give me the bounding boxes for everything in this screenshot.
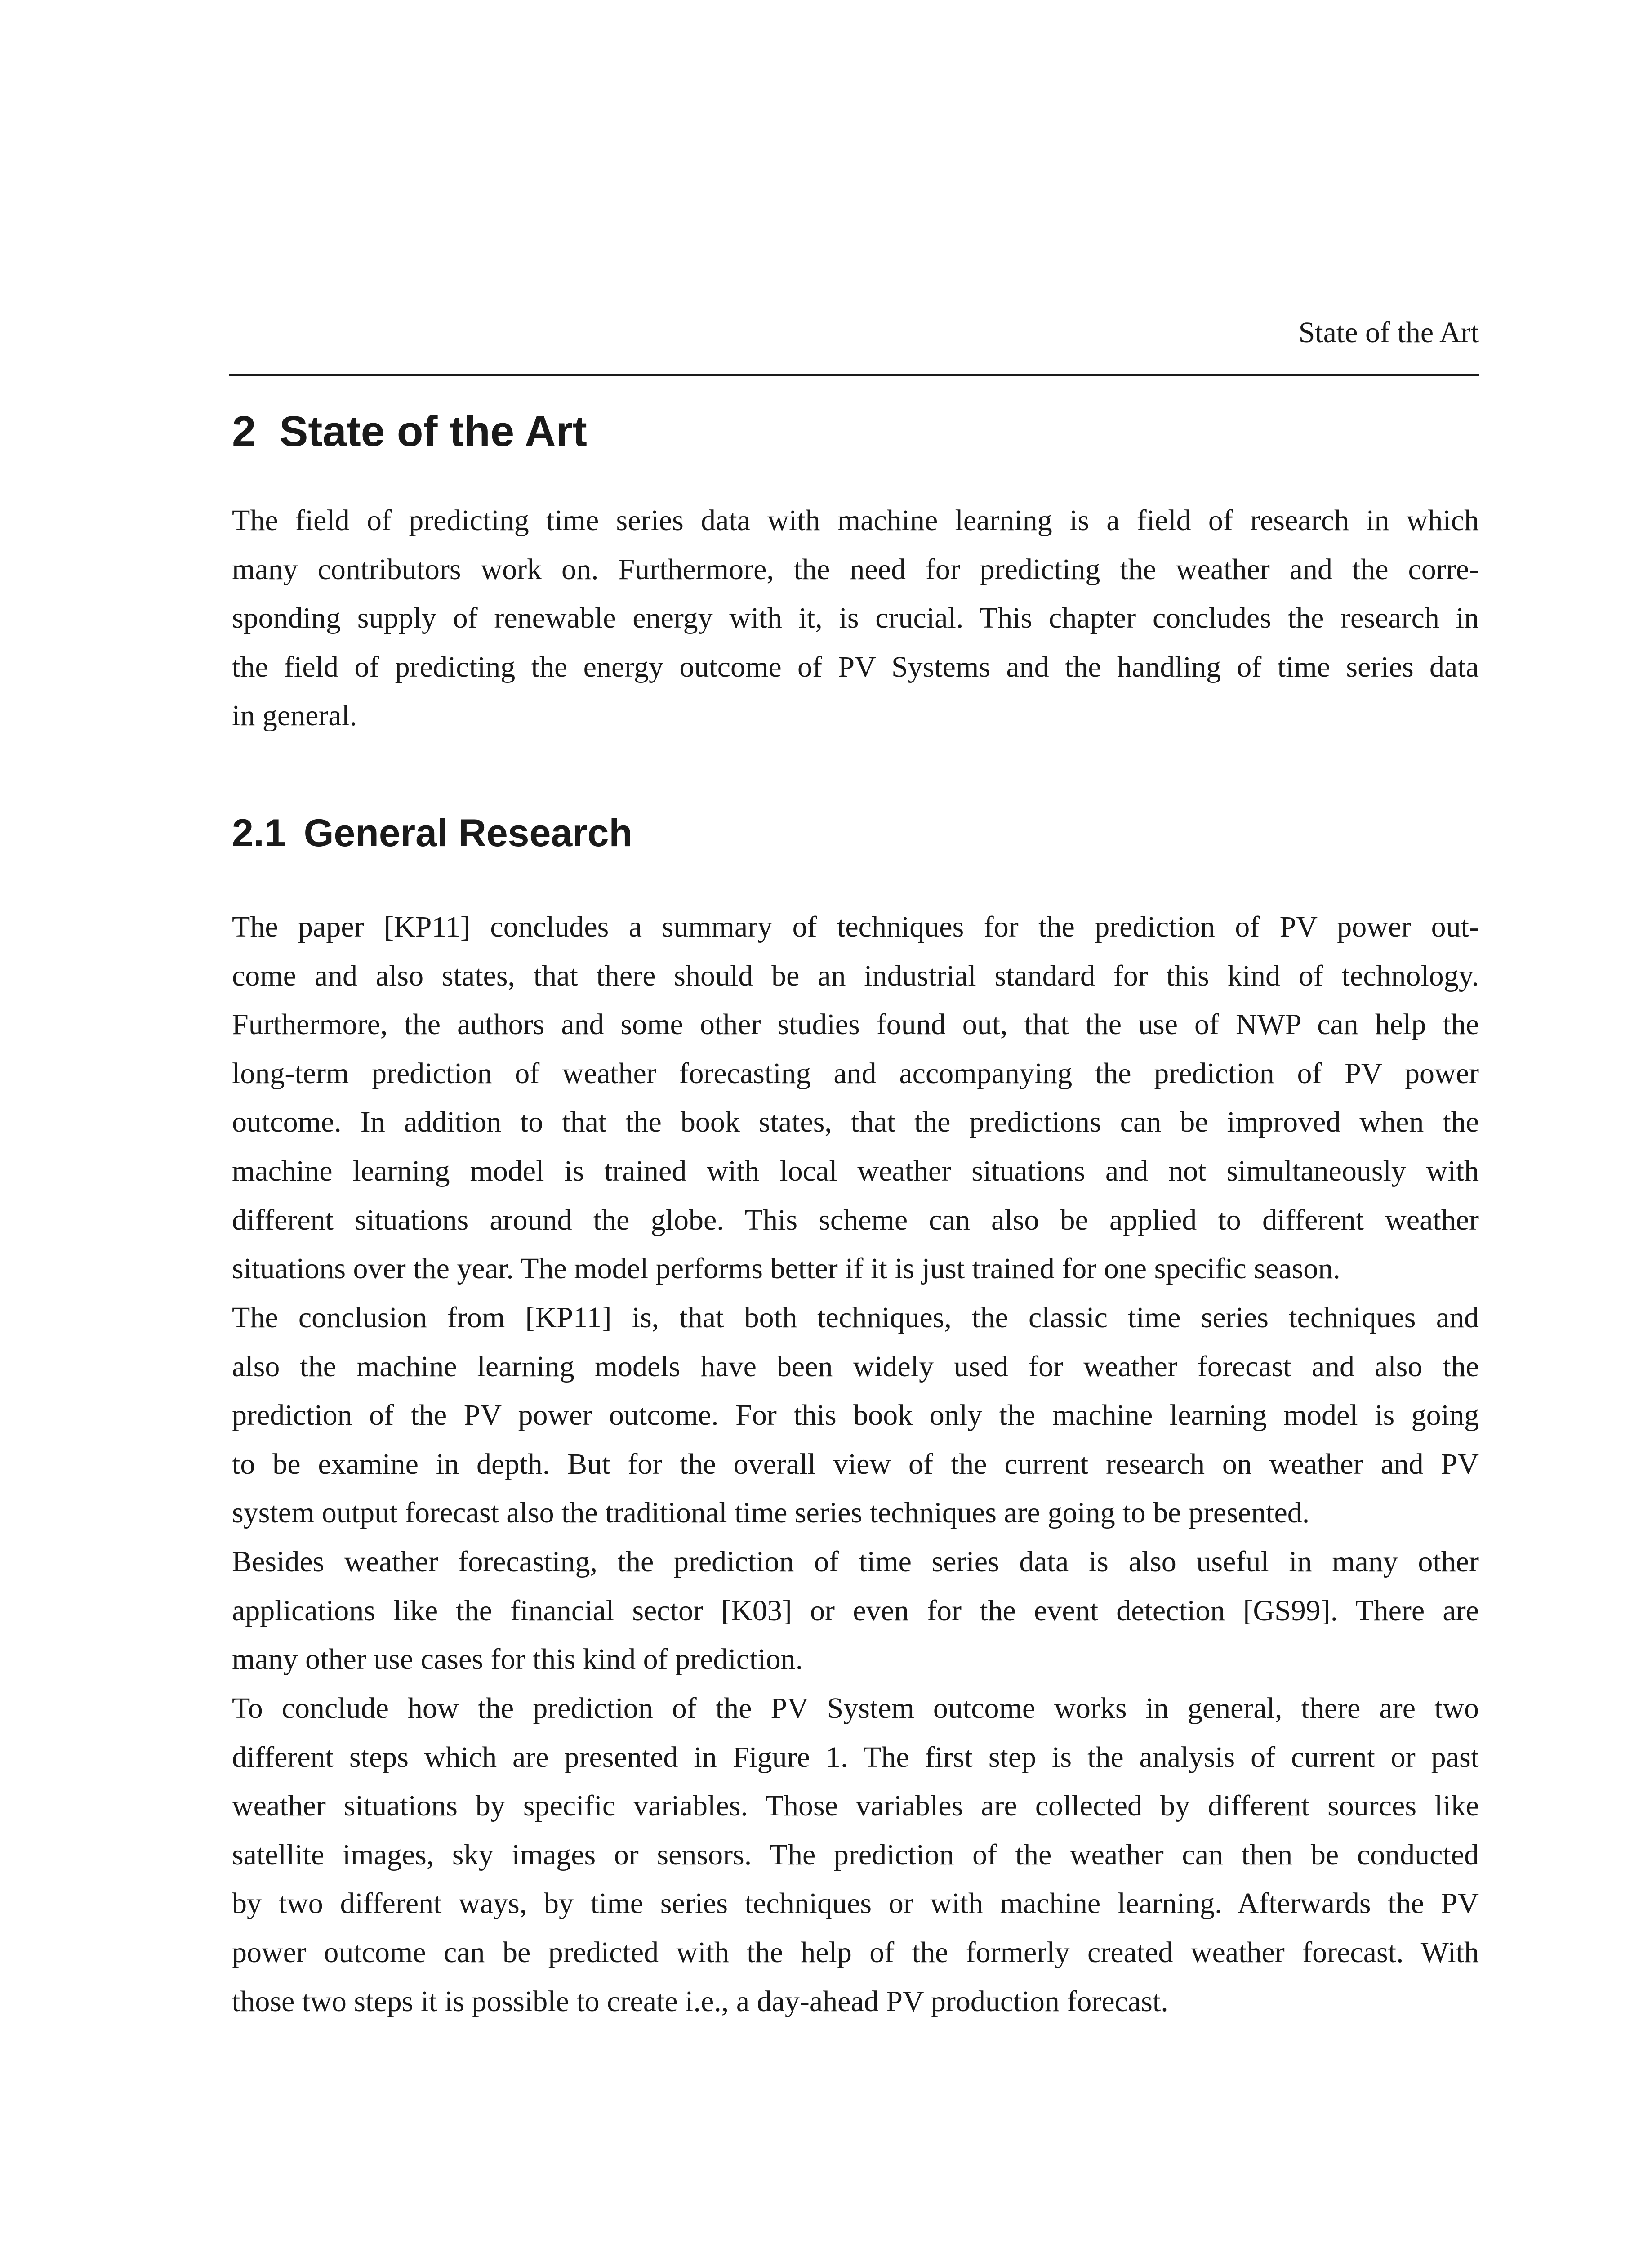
section-paragraph-3 [232, 1538, 1479, 1684]
text-line: Besides weather forecasting, the prediction of time series data is also useful in many other [232, 1545, 1479, 1578]
text-line: the field of predicting the energy outcome of PV Systems and the handling of time series data [232, 650, 1479, 683]
text-line: long-term prediction of weather forecasting and accompanying the prediction of PV power [232, 1057, 1479, 1090]
section-paragraph-4 [232, 1684, 1479, 2026]
text-line: different situations around the globe. This scheme can also be applied to different weather [232, 1203, 1479, 1236]
text-line: power outcome can be predicted with the help of the formerly created weather forecast. With [232, 1936, 1479, 1969]
section-paragraph-2 [232, 1293, 1479, 1538]
text-line: prediction of the PV power outcome. For this book only the machine learning model is going [232, 1399, 1479, 1432]
chapter-title: State of the Art [279, 407, 587, 455]
text-line: The paper [KP11] concludes a summary of techniques for the prediction of PV power out- [232, 910, 1479, 943]
text-line: machine learning model is trained with local weather situations and not simultaneously with [232, 1154, 1479, 1187]
text-line: The field of predicting time series data with machine learning is a field of research in which [232, 504, 1479, 537]
text-line: come and also states, that there should be an industrial standard for this kind of technology. [232, 959, 1479, 992]
section-paragraph-1 [232, 903, 1479, 1293]
section-heading [232, 808, 1446, 858]
text-line: To conclude how the prediction of the PV System outcome works in general, there are two [232, 1692, 1479, 1725]
text-line: different steps which are presented in Figure 1. The first step is the analysis of current or past [232, 1740, 1479, 1774]
text-line: many contributors work on. Furthermore, the need for predicting the weather and the corre- [232, 553, 1479, 586]
text-line: situations over the year. The model performs better if it is just trained for one specific season. [232, 1252, 1340, 1285]
text-line: The conclusion from [KP11] is, that both techniques, the classic time series techniques and [232, 1301, 1479, 1334]
text-line: in general. [232, 699, 357, 732]
chapter-heading [232, 405, 1446, 459]
section-number: 2.1 [232, 812, 286, 855]
text-line: by two different ways, by time series techniques or with machine learning. Afterwards the PV [232, 1887, 1479, 1920]
text-line: many other use cases for this kind of prediction. [232, 1643, 803, 1676]
running-header: State of the Art [1298, 316, 1479, 349]
text-line: Furthermore, the authors and some other studies found out, that the use of NWP can help the [232, 1008, 1479, 1041]
text-line: applications like the financial sector [K03] or even for the event detection [GS99]. There are [232, 1594, 1479, 1627]
header-rule [229, 374, 1479, 376]
section-title: General Research [303, 812, 632, 855]
text-line: outcome. In addition to that the book states, that the predictions can be improved when the [232, 1106, 1479, 1139]
text-line: weather situations by specific variables. Those variables are collected by different sources like [232, 1789, 1479, 1823]
text-line: sponding supply of renewable energy with it, is crucial. This chapter concludes the research in [232, 602, 1479, 635]
text-line: also the machine learning models have been widely used for weather forecast and also the [232, 1350, 1479, 1383]
text-line: those two steps it is possible to create i.e., a day-ahead PV production forecast. [232, 1985, 1168, 2018]
text-line: system output forecast also the traditional time series techniques are going to be presented. [232, 1496, 1310, 1530]
text-line: to be examine in depth. But for the overall view of the current research on weather and PV [232, 1447, 1479, 1481]
chapter-number: 2 [232, 407, 256, 455]
text-line: satellite images, sky images or sensors. The prediction of the weather can then be conducted [232, 1838, 1479, 1871]
chapter-intro-paragraph [232, 496, 1479, 740]
